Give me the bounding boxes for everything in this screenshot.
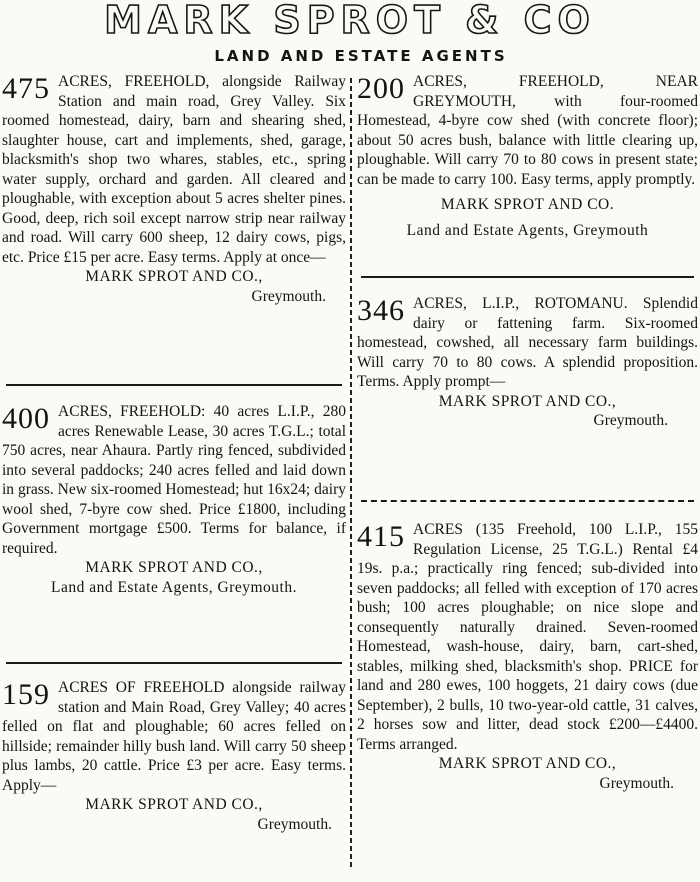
listing-agent: MARK SPROT AND CO.,: [438, 755, 617, 772]
subhead: LAND AND ESTATE AGENTS: [214, 47, 508, 65]
listing-415: [357, 520, 698, 793]
listing-agent: MARK SPROT AND CO.: [440, 196, 615, 213]
column-divider: [350, 78, 352, 868]
listing-body: [357, 72, 698, 189]
listing-location: Greymouth.: [257, 815, 332, 833]
listing-475: [2, 72, 346, 306]
listing-text: ACRES, L.I.P., ROTOMANU. Splendid dairy or fattening farm. Six-roomed homestead, cowshed, all necessary farm buildings. Will carry 70 to 80 cows. A splendid proposition. Terms. Apply prompt—: [357, 295, 698, 390]
divider: [361, 500, 694, 502]
listing-agent: MARK SPROT AND CO.,: [85, 268, 263, 285]
listing-body: [2, 678, 346, 795]
listing-159: [2, 678, 346, 834]
listing-body: [2, 402, 346, 558]
listing-location: Greymouth.: [599, 774, 674, 792]
listing-400: [2, 402, 346, 597]
divider: [6, 662, 342, 664]
divider: [6, 384, 342, 386]
listing-346: [357, 294, 698, 431]
listing-location: Land and Estate Agents, Greymouth.: [50, 578, 297, 596]
listing-body: [357, 294, 698, 392]
listing-location: Greymouth.: [593, 412, 668, 429]
listing-body: [357, 520, 698, 754]
listing-text: ACRES (135 Freehold, 100 L.I.P., 155 Regulation License, 25 T.G.L.) Rental £4 19s. p.a.; practically ring fenced; sub-divided into seven paddocks; all felled with exception of 170 acres bush; 100 acres ploughable; on nice slope and consequently naturally drained. Seven-roomed Homestead, wash-house, dairy, barn, cart-shed, stables, milking shed, blacksmith's shop. PRICE for land and 280 ewes, 100 hoggets, 21 dairy cows (due September), 2 bulls, 10 two-year-old cattle, 31 calves, 2 horses sow and litter, dead stock £200—£4400. Terms arranged.: [357, 521, 698, 753]
listing-text: ACRES, FREEHOLD: 40 acres L.I.P., 280 acres Renewable Lease, 30 acres T.G.L.; total 750 acres, near Ahaura. Partly ring fenced, subdivided into several paddocks; 240 acres felled and laid down in grass. New six-roomed Homestead; hut 16x24; dairy wool shed, 7-byre cow shed. Price £1800, including Government mortgage £500. Terms for balance, if required.: [2, 403, 346, 557]
listing-acreage: 200: [357, 72, 405, 105]
listing-location: Greymouth.: [251, 287, 326, 305]
listing-text: ACRES, FREEHOLD, alongside Railway Station and main road, Grey Valley. Six roomed homestead, dairy, barn and shearing shed, slaughter house, cart and implements, shed, garage, blacksmith's shop two whares, stables, etc., spring water supply, orchard and garden. All cleared and ploughable, with exception about 5 acres shelter pines. Good, deep, rich soil except narrow strip near railway and road. Will carry 600 sheep, 12 dairy cows, pigs, etc. Price £15 per acre. Easy terms. Apply at once—: [2, 73, 346, 266]
listing-acreage: 415: [357, 520, 405, 553]
listing-agent: MARK SPROT AND CO.,: [85, 796, 263, 813]
listing-agent: MARK SPROT AND CO.,: [85, 559, 263, 576]
listing-acreage: 346: [357, 294, 405, 327]
listing-acreage: 475: [2, 72, 50, 105]
listing-200: [357, 72, 698, 240]
listing-agent: MARK SPROT AND CO.,: [438, 392, 617, 410]
listing-text: ACRES, FREEHOLD, NEAR GREYMOUTH, with four-roomed Homestead, 4-byre cow shed (with concrete floor); about 50 acres bush, balance with little clearing up, ploughable. Will carry 70 to 80 cows in present state; can be made to carry 100. Easy terms, apply promptly.: [357, 73, 698, 188]
masthead-title: MARK SPROT & CO: [104, 0, 596, 42]
listing-body: [2, 72, 346, 267]
listing-acreage: 400: [2, 402, 50, 435]
listing-text: ACRES OF FREEHOLD alongside railway station and Main Road, Grey Valley; 40 acres felled on flat and ploughable; 60 acres felled on hillside; remainder hilly bush land. Will carry 50 sheep plus lambs, 20 cattle. Price £3 per acre. Easy terms. Apply—: [2, 679, 346, 794]
listing-acreage: 159: [2, 678, 50, 711]
divider: [361, 276, 694, 278]
listing-location: Land and Estate Agents, Greymouth: [406, 221, 649, 239]
